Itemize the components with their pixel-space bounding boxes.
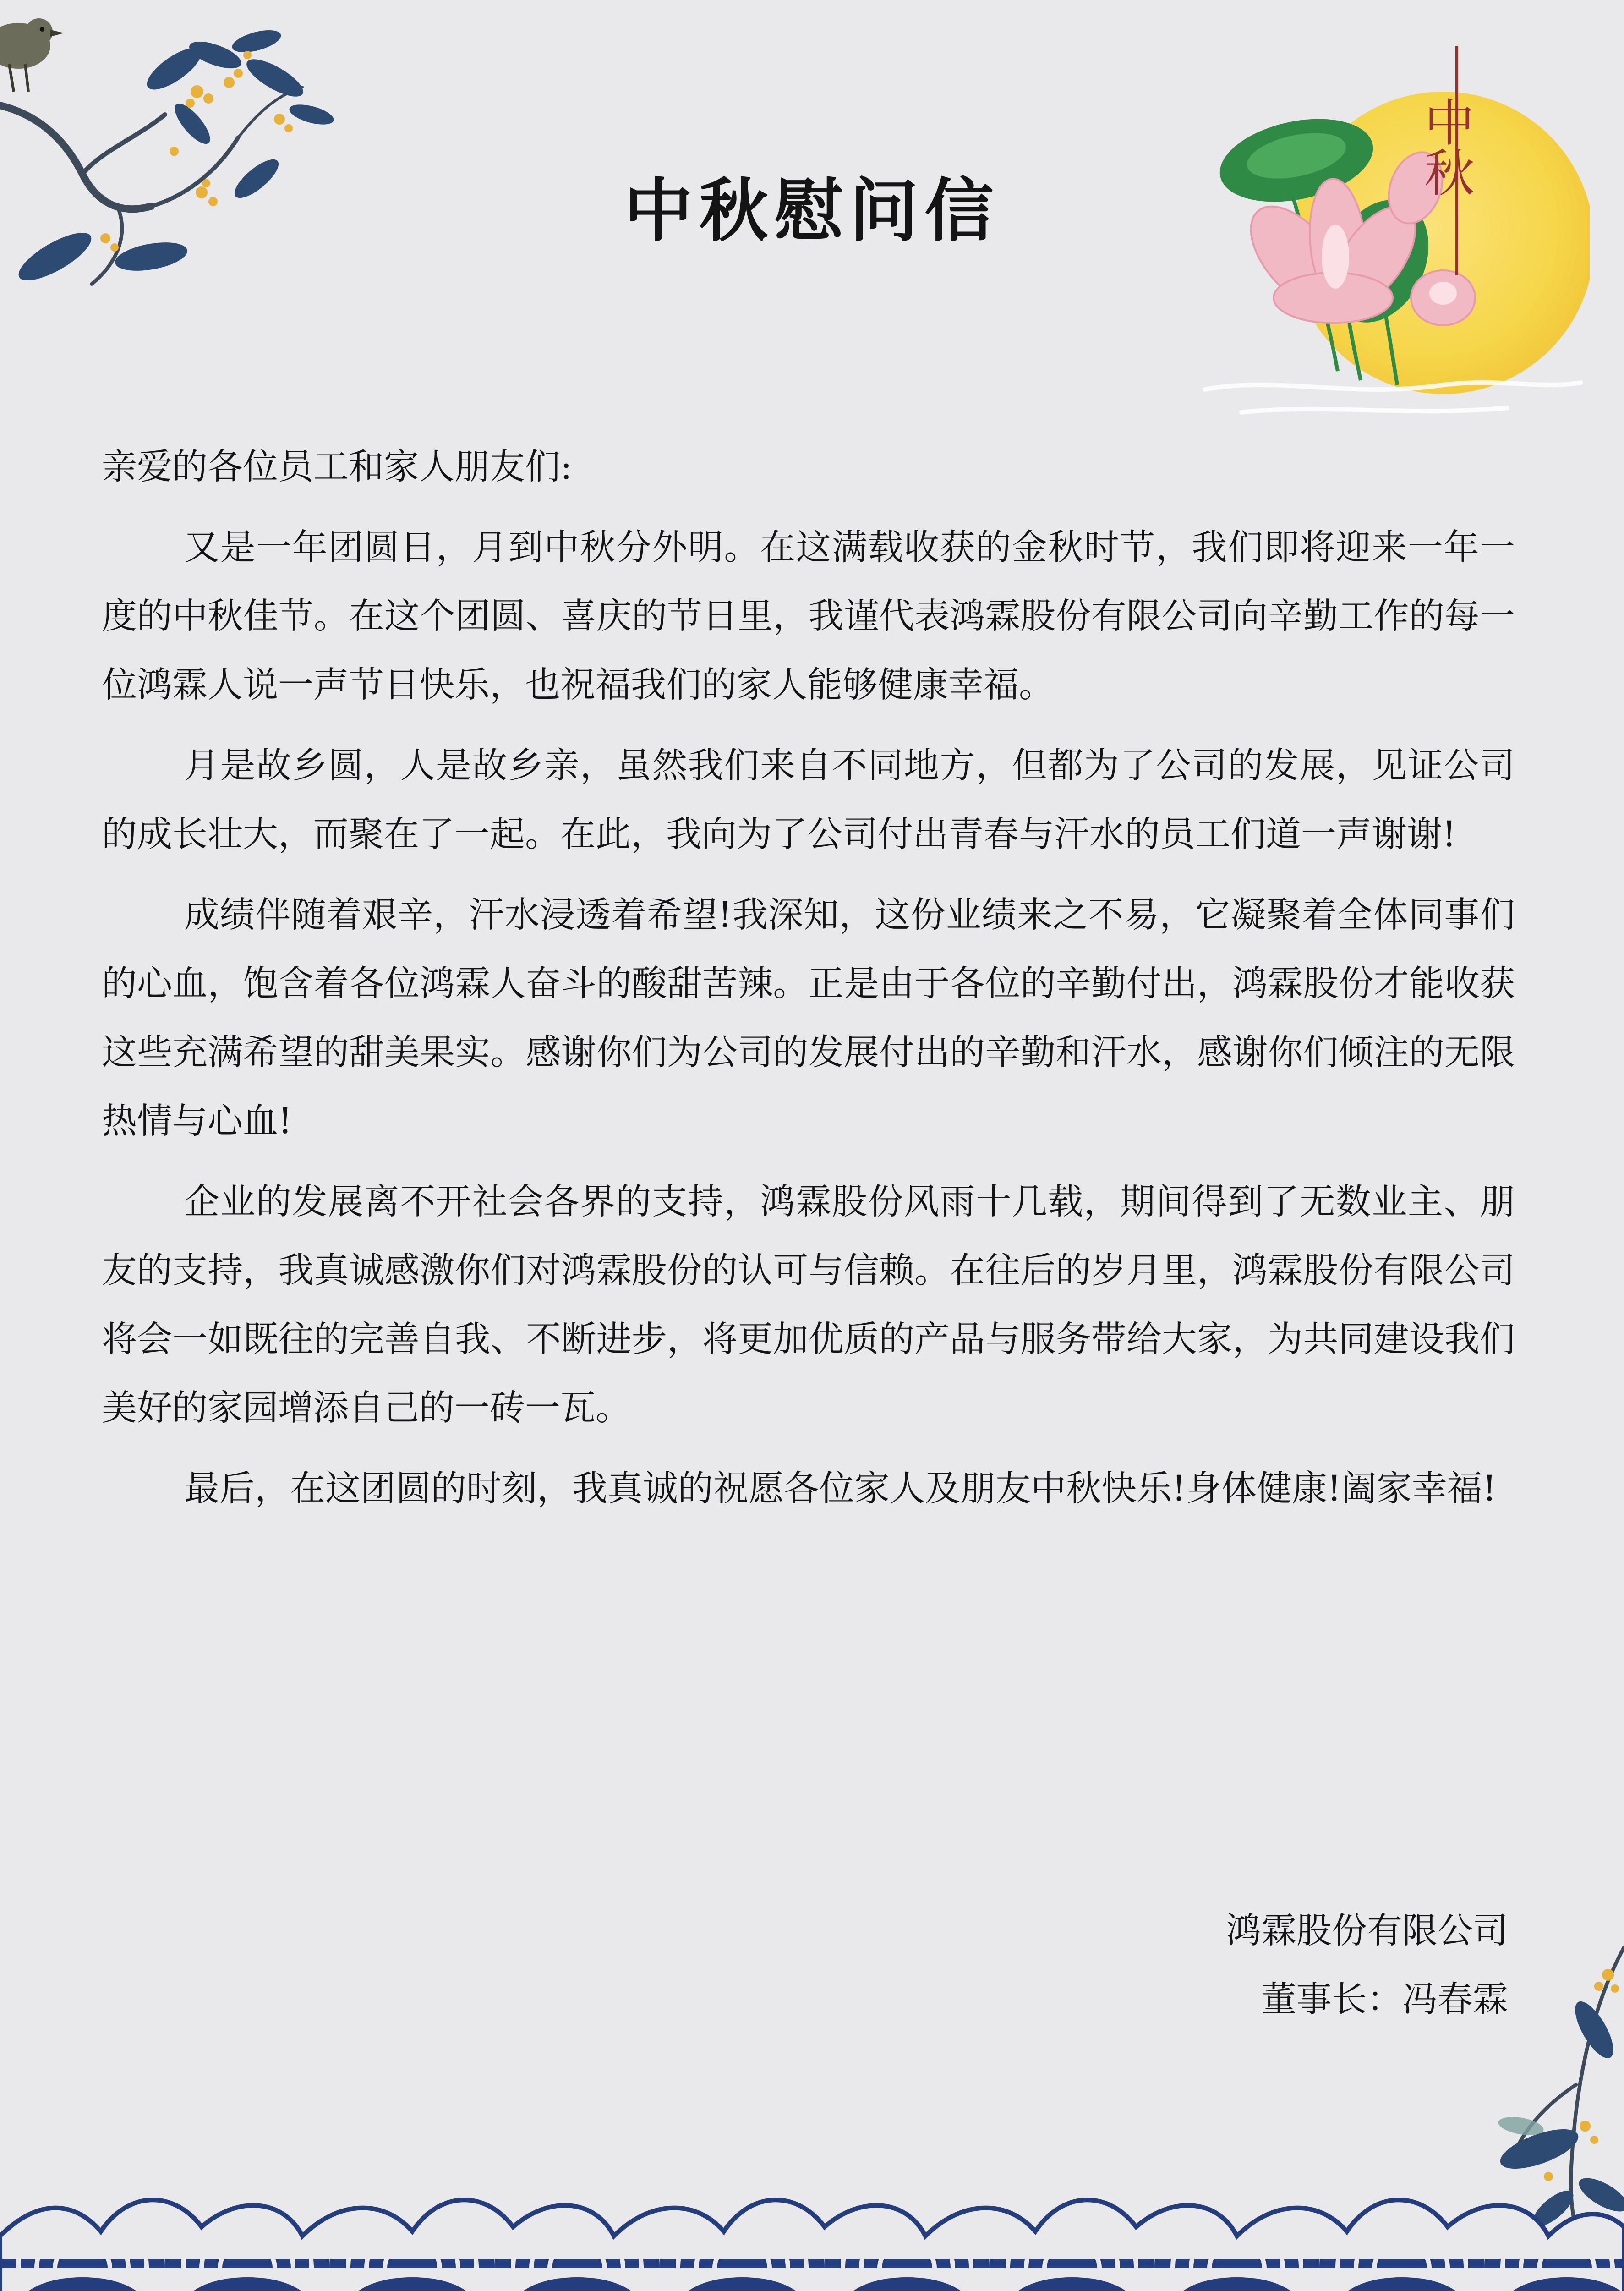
paragraph: 最后，在这团圆的时刻，我真诚的祝愿各位家人及朋友中秋快乐!身体健康!阖家幸福!: [184, 1469, 1497, 1509]
signature-company: 鸿霖股份有限公司: [1226, 1911, 1508, 1951]
salutation: 亲爱的各位员工和家人朋友们:: [102, 447, 572, 488]
page-title: 中秋慰问信: [624, 170, 1000, 251]
osmanthus-branch-top-left: [0, 0, 357, 321]
signature-signer: 董事长：冯春霖: [1261, 1979, 1508, 2020]
badge-text: 中秋: [1416, 96, 1475, 197]
paragraph: 月是故乡圆，人是故乡亲，虽然我们来自不同地方，但都为了公司的发展，见证公司的成长壮大，而聚在了一起。在此，我向为了公司付出青春与汗水的员工们道一声谢谢!: [102, 745, 1515, 855]
paragraph: 企业的发展离不开社会各界的支持，鸿霖股份风雨十几载，期间得到了无数业主、朋友的支持，我真诚感激你们对鸿霖股份的认可与信赖。在往后的岁月里，鸿霖股份有限公司将会一如既往的完善自我、不断进步，将更加优质的产品与服务带给大家，为共同建设我们美好的家园增添自己的一砖一瓦。: [102, 1182, 1515, 1429]
paragraph: 成绩伴随着艰辛，汗水浸透着希望!我深知，这份业绩来之不易，它凝聚着全体同事们的心血，饱含着各位鸿霖人奋斗的酸甜苦辣。正是由于各位的辛勤付出，鸿霖股份才能收获这些充满希望的甜美果实。感谢你们为公司的发展付出的辛勤和汗水，感谢你们倾注的无限热情与心血!: [102, 895, 1515, 1142]
letter-body: [102, 433, 1515, 1524]
paragraph: 又是一年团圆日，月到中秋分外明。在这满载收获的金秋时节，我们即将迎来一年一度的中秋佳节。在这个团圆、喜庆的节日里，我谨代表鸿霖股份有限公司向辛勤工作的每一位鸿霖人说一声节日快乐，也祝福我们的家人能够健康幸福。: [102, 527, 1515, 706]
wave-border: [0, 2181, 1624, 2291]
